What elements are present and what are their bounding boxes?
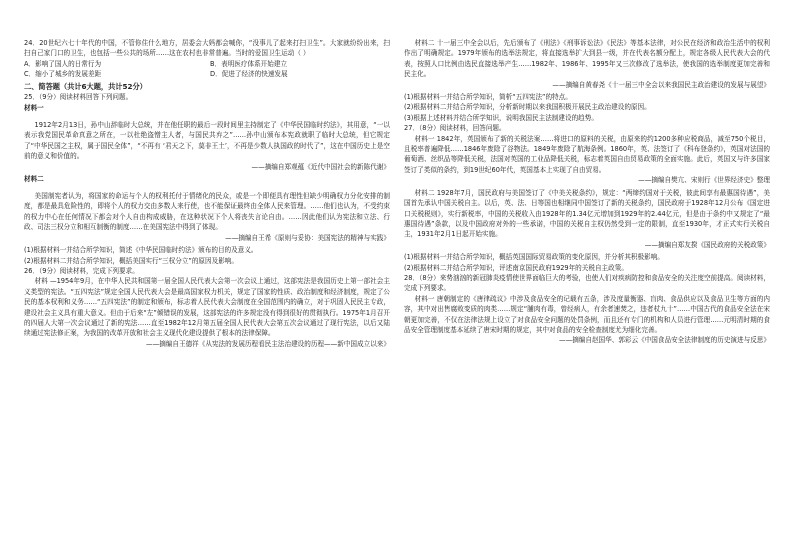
q24-stem: 24．20世纪六七十年代的中国，不管你住什么地方，居委会大妈都会喊你，“没事儿了起来打扫卫生”。大家就纷纷出来，扫扫自己家门口的卫生，也包括一些公共的场所……这在农村也非常普遍。当时的爱国卫生运动（ ） (24, 39, 390, 58)
q24-option-c[interactable]: C．缩小了城乡的发展差距 (24, 70, 102, 79)
q26-question-2: (2)根据材料二并结合所学知识，分析新时期以来我国积极开展民主政治建设的原因。 (404, 103, 651, 112)
q25-question-1: (1)根据材料一并结合所学知识，简述《中华民国临时约法》颁布的目的及意义。 (24, 246, 258, 255)
q27-material-2-text: 材料二 1928年7月，国民政府与美国签订了《中美关税条约》，规定：“两缔约国对于关税，彼此间享有最惠国待遇”，美国首先承认中国关税自主。以后，英、法、日等国也相继同中国签订了新的关税条约，国民政府于1928年12月公布《国定进口关税税则》，实行新税率，中国的关税收入由1928年的1.34亿元增加到1929年的2.44亿元，但是由于条约中又规定了“最惠国待遇”条款，以及中国政府对外的一些承诺，中国的关税自主权仍然受到一定的限制，直至1930年，才正式实行关税自主，1931年2月1日起开始实施。 (404, 188, 770, 239)
q28-material-1-source: ——摘编自赵国华、郭彩云《中国食品安全法律制度的历史演进与反思》 (559, 336, 770, 345)
q25-material-1-text: 1912年2月13日，孙中山辞临时大总统，并在他任职的最后一段时间里主持制定了《中华民国临时约法》，其用意，“一以表示我党国民革命真意之所在，一以杜绝盗憎主人者，与国民共弃之”……孙中山颁布本宪政就职了临时大总统，但它规定了“中华民国之主权，属于国民全体”，“不再有 ‘君天之下，莫非王土’，不再是少数人执国政的时代了”，这在中国历史上是空前的意义和价值的。 (24, 121, 390, 161)
q27-material-2-source: ——摘编自郑友揆《国民政府的关税政策》 (644, 240, 770, 249)
q26-question-1: (1)根据材料一并结合所学知识，简析“五四宪法”的特点。 (404, 93, 572, 102)
q27-material-1-text: 材料一 1842年，英国颁布了新的关税法案……将进口的原料的关税，由原来的约1200多种应税商品，减至750个税目，且税率普遍降低……1846年废除了谷物法。1849年废除了航海条例。1860年，英、法签订了《科布登条约》，英国对法国的葡萄酒、丝织品等降低关税，法国对英国的工业品降低关税，标志着英国自由贸易政策的全面实施。此后，英国又与许多国家签订了类似的条约，到19世纪60年代，英国基本上实现了自由贸易。 (404, 134, 770, 174)
q25-material-2-label: 材料二 (24, 175, 44, 184)
q27-material-1-source: ——摘编自樊亢、宋则行《世界经济史》整理 (638, 176, 770, 185)
q27-question-2: (2)根据材料二并结合所学知识，评述南京国民政府1929年的关税自主政策。 (404, 263, 628, 272)
q26-heading: 26．（9分）阅读材料，完成下列要求。 (24, 266, 139, 275)
q26-material-1-text: 材料 —1954年9月，在中华人民共和国第一届全国人民代表大会第一次会议上通过，这部宪法是我国历史上第一部社会主义类型的宪法。“五四宪法”规定全国人民代表大会是最高国家权力机关，规定了国家的性质、政治制度和经济制度，规定了公民的基本权利和义务……“五四宪法”的制定和颁布，标志着人民代表大会制度在全国范围内的确立，对于巩固人民民主专政，建设社会主义具有重大意义。但由于后来“左”倾错误的发展，这部宪法的许多规定没有得到很好的贯彻执行。1975年1月召开的四届人大第一次会议通过了新的宪法……直至1982年12月第五届全国人民代表大会第五次会议通过了现行宪法，以后又陆续通过宪法修正案，为我国的改革开放和社会主义现代化建设提供了根本的法律保障。 (24, 277, 390, 338)
left-column (24, 38, 390, 351)
q24-option-b[interactable]: B．表明医疗体系开始建立 (210, 59, 288, 68)
q28-heading: 28．（8分）来势汹汹的新冠肺炎疫情使世界面临巨大的考验，也使人们对疾病防控和食品安全的关注度空前提高。阅读材料，完成下列要求。 (404, 273, 770, 293)
q24-option-d[interactable]: D．促进了经济的快速发展 (210, 70, 288, 79)
q25-heading: 25．（9分）阅读材料回答下列问题。 (24, 92, 133, 101)
q24-options (24, 59, 390, 80)
q28-material-1-text: 材料一 唐朝制定的《唐律疏议》中涉及食品安全的记载有五条，涉及度量衡器、盲肉、食品供应以及食品卫生等方面的内容，其中对出售腐败变质的肉类……规定“脯肉有毒，曾经病人，有余者速焚之，违者杖九十”……中国古代的食品安全法在宋朝更加完善，不仅在法律法规上设立了对食品安全问题的处罚条例，而且还有专门的机构和人员进行管理……元明清时期的食品安全管理制度基本延续了唐宋时期的规定，其中对食品的安全检查制度尤为细化完善。 (404, 294, 770, 334)
q26-material-1-source: ——摘编自王德祥《从宪法的发展历程看民主法治建设的历程——新中国成立以来》 (146, 339, 390, 348)
q25-question-2: (2)根据材料二并结合所学知识，概括美国实行“三权分立”的原因及影响。 (24, 256, 238, 265)
q25-material-1-source: ——摘编自郑观蕴《近代中国社会的新陈代谢》 (251, 162, 390, 171)
section-2-heading: 二、简答题（共计6大题，共计52分） (24, 81, 147, 91)
q26-material-2-source: ——摘编自黄春尧《十一届三中全会以来我国民主政治建设的发展与展望》 (552, 80, 770, 89)
q25-material-1-label: 材料一 (24, 104, 44, 113)
q25-material-2-source: ——摘编自王希《原则与妥协：美国宪法的精神与实践》 (225, 233, 390, 242)
q27-question-1: (1)根据材料一并结合所学知识，概括英国国际贸易政策的变化原因，并分析其积极影响。 (404, 253, 664, 262)
q26-material-2-text: 材料二 十一届三中全会以后，先后颁布了《刑法》《刑事诉讼法》《民法》等基本法律，对公民在经济和政治生活中的权利作出了明确规定。1979年颁布的选举法规定，将直接选举扩大到县一级，并在代表名额分配上，规定各级人民代表大会的代表，按照人口比例由选民直接选举产生……1982年、1986年、1995年又三次修改了选举法，使我国的选举制度更加完善和民主化。 (404, 39, 770, 79)
q27-heading: 27．（8分）阅读材料，回答问题。 (404, 124, 506, 133)
q24-option-a[interactable]: A．影响了国人的日常行为 (24, 59, 102, 68)
q26-question-3: (3)根据上述材料并结合所学知识，说明我国民主法制建设的趋势。 (404, 113, 598, 122)
right-column (404, 38, 770, 348)
q25-material-2-text: 美国制宪者认为，将国家的命运与个人的权利托付于情绪化的民众，或是一个即便具有理性但缺少明确权力分化安排的制度，都是最具危险性的，即将个人的权力交由多数人来行使，也不能保证最终由全体人民来管理。……他们也认为，不受约束的权力中心在任何情况下都会对个人自由构成威胁，在这种状况下个人将丧失言论自由。……因此他们认为宪法和立法、行政、司法三权分立和相互制衡的制度……在美国宪法中得到了体现。 (24, 192, 390, 232)
